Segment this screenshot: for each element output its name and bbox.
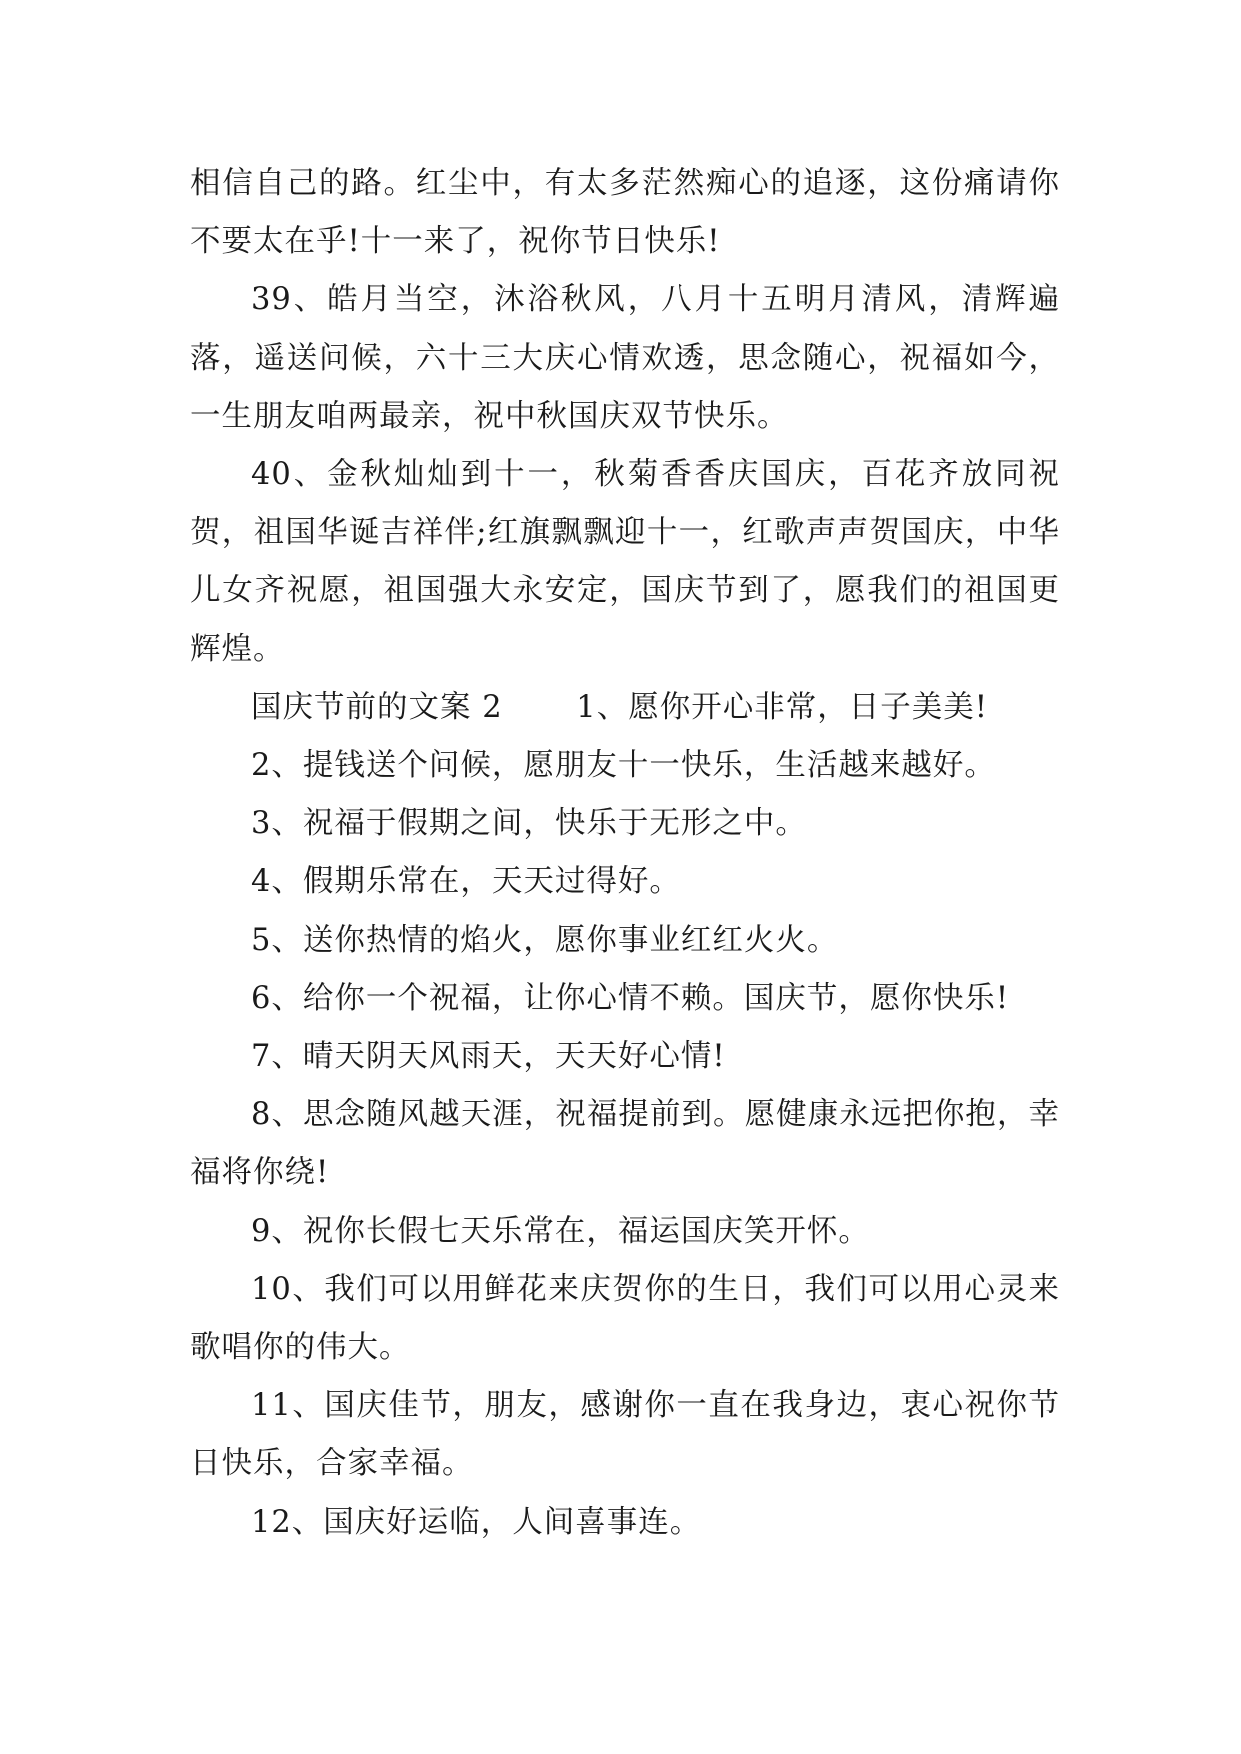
paragraph-item-10: 10、我们可以用鲜花来庆贺你的生日，我们可以用心灵来歌唱你的伟大。 — [190, 1271, 1060, 1366]
paragraph-item-6: 6、给你一个祝福，让你心情不赖。国庆节，愿你快乐! — [251, 980, 1010, 1016]
paragraph-item-40: 40、金秋灿灿到十一，秋菊香香庆国庆，百花齐放同祝贺，祖国华诞吉祥伴;红旗飘飘迎十一，红歌声声贺国庆，中华儿女齐祝愿，祖国强大永安定，国庆节到了，愿我们的祖国更辉煌。 — [190, 457, 1060, 667]
paragraph-item-4: 4、假期乐常在，天天过得好。 — [251, 864, 681, 900]
paragraph-item-2: 2、提钱送个问候，愿朋友十一快乐，生活越来越好。 — [251, 748, 996, 784]
paragraph-item-5: 5、送你热情的焰火，愿你事业红红火火。 — [251, 922, 839, 958]
paragraph-item-3: 3、祝福于假期之间，快乐于无形之中。 — [251, 806, 807, 842]
paragraph-item-12: 12、国庆好运临，人间喜事连。 — [251, 1504, 702, 1540]
paragraph-item-9: 9、祝你长假七天乐常在，福运国庆笑开怀。 — [251, 1213, 870, 1249]
document-body — [190, 155, 1060, 1552]
paragraph-item-7: 7、晴天阴天风雨天，天天好心情! — [251, 1039, 726, 1075]
paragraph-continuation: 相信自己的路。红尘中，有太多茫然痴心的追逐，这份痛请你不要太在乎!十一来了，祝你节日快乐! — [190, 166, 1060, 260]
paragraph-item-8: 8、思念随风越天涯，祝福提前到。愿健康永远把你抱，幸福将你绕! — [190, 1097, 1060, 1191]
paragraph-item-39: 39、皓月当空，沐浴秋风，八月十五明月清风，清辉遍落，遥送问候，六十三大庆心情欢透，思念随心，祝福如今，一生朋友咱两最亲，祝中秋国庆双节快乐。 — [190, 282, 1060, 434]
paragraph-item-11: 11、国庆佳节，朋友，感谢你一直在我身边，衷心祝你节日快乐，合家幸福。 — [190, 1388, 1060, 1482]
section-heading-line: 国庆节前的文案 2 1、愿你开心非常，日子美美! — [251, 689, 988, 725]
